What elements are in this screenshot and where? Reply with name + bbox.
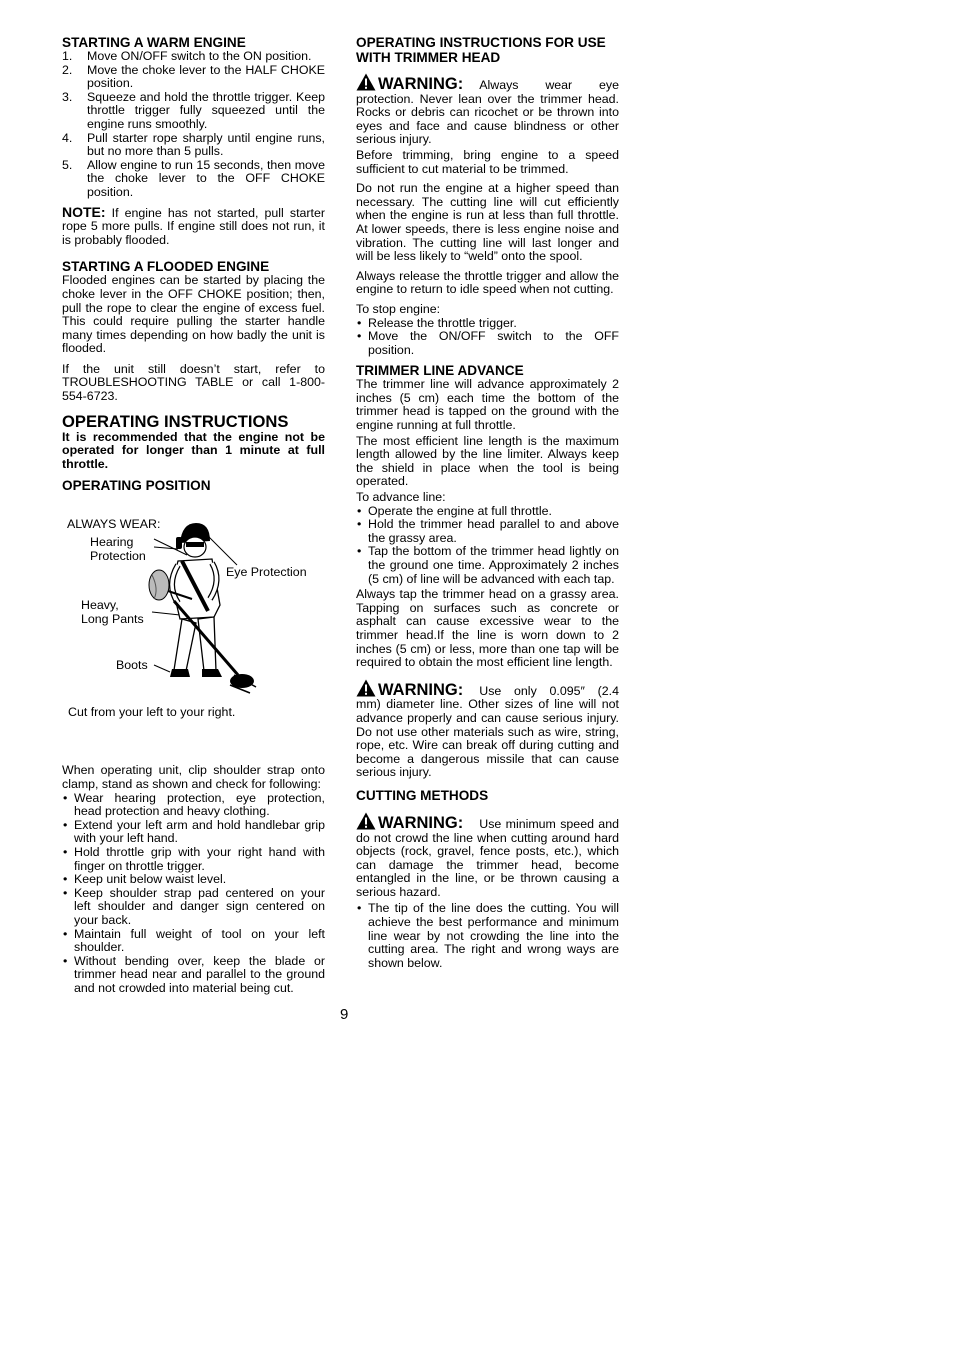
note-label: NOTE: — [62, 203, 106, 220]
eye-protection-label: Eye Protection — [226, 565, 307, 580]
trimmer-head-heading: OPERATING INSTRUCTIONS FOR USE WITH TRIMMER HEAD — [356, 35, 606, 65]
stop-engine-steps — [356, 317, 619, 358]
line-advance-text: The trimmer line will advance approximately 2 inches (5 cm) each time the bottom of the trimmer head is tapped on the ground with the engine running at full throttle. — [356, 377, 619, 433]
flooded-engine-text: Flooded engines can be started by placing the choke lever in the OFF CHOKE position; then, pull the rope to clear the engine of excess fuel. This could require pulling the starter handle many times depending on how badly the unit is flooded. — [62, 273, 325, 356]
advance-line-steps — [356, 505, 619, 587]
list-item: • Move the ON/OFF switch to the OFF position. — [356, 330, 619, 357]
operating-intro: It is recommended that the engine not be operated for longer than 1 minute at full throttle. — [62, 429, 325, 471]
operator-illustration — [62, 515, 325, 705]
advance-line-label: To advance line: — [356, 490, 446, 505]
line-advance-heading: TRIMMER LINE ADVANCE — [356, 363, 524, 379]
list-item: • Extend your left arm and hold handlebar grip with your left hand. — [62, 819, 325, 846]
warning-text: Use only 0.095″ (2.4 mm) diameter line. Other sizes of line will not advance properly and can cause serious injury. Do not use other materials such as wire, string, rope, etc. Wire can break off during cutting and become a dangerous missile that can cause serious injury. — [356, 683, 619, 780]
troubleshooting-text: If the unit still doesn’t start, refer to TROUBLESHOOTING TABLE or call 1-800-554-6723. — [62, 361, 325, 404]
list-item: 1. Move ON/OFF switch to the ON position. — [62, 49, 312, 63]
list-item: • Wear hearing protection, eye protection, head protection and heavy clothing. — [62, 792, 325, 819]
note-text: If engine has not started, pull starter rope 5 more pulls. If engine still does not run, it is probably flooded. — [62, 205, 325, 247]
line-length-text: The most efficient line length is the maximum length allowed by the line limiter. Always keep the shield in place when the tool is being operated. — [356, 433, 619, 489]
hearing-protection-label: Hearing Protection — [90, 535, 146, 564]
warning-icon — [356, 73, 376, 91]
operating-instructions-heading: OPERATING INSTRUCTIONS — [62, 411, 289, 431]
list-item: 2. Move the choke lever to the HALF CHOKE position. — [62, 62, 325, 91]
cutting-methods-heading: CUTTING METHODS — [356, 787, 489, 803]
warning-label: WARNING: — [378, 680, 464, 699]
right-column — [356, 35, 619, 970]
stop-engine-label: To stop engine: — [356, 301, 441, 316]
list-item: • Hold the trimmer head parallel to and above the grassy area. — [356, 518, 619, 545]
list-item: • Keep shoulder strap pad centered on your left shoulder and danger sign centered on your back. — [62, 887, 325, 928]
list-item: 5. Allow engine to run 15 seconds, then move the choke lever to the OFF CHOKE position. — [62, 157, 325, 199]
warm-engine-heading: STARTING A WARM ENGINE — [62, 35, 246, 50]
trimming-speed-text: Before trimming, bring engine to a speed sufficient to cut material to be trimmed. — [356, 147, 619, 176]
operating-position-heading: OPERATING POSITION — [62, 478, 211, 494]
warning-text: Always wear eye protection. Never lean over the trimmer head. Rocks or debris can ricochet or be thrown into eyes and face and cause blindness or other serious injury. — [356, 78, 619, 147]
list-item: • Release the throttle trigger. — [356, 317, 619, 331]
list-item: • Maintain full weight of tool on your left shoulder. — [62, 928, 325, 955]
line-warning — [356, 679, 619, 780]
position-checklist — [62, 792, 325, 996]
list-item: • Tap the bottom of the trimmer head lightly on the ground one time. Approximately 2 inches (5 cm) of line will be advanced with each tap. — [356, 545, 619, 586]
cutting-warning — [356, 812, 619, 900]
warning-label: WARNING: — [378, 75, 464, 93]
engine-speed-text: Do not run the engine at a higher speed than necessary. The cutting line will cut efficiently when the engine is run at less than full throttle. At lower speeds, there is less engine noise and vibration. The cutting line will last longer and will be less likely to “weld” onto the spool. — [356, 181, 619, 264]
pants-label: Heavy, Long Pants — [81, 598, 144, 627]
operating-position-figure — [62, 515, 325, 725]
tap-surface-text: Always tap the trimmer head on a grassy area. Tapping on surfaces such as concrete or asphalt can cause excessive wear to the trimmer head.If the line is worn down to 2 inches (5 cm) or less, more than one tap will be required to obtain the most efficient line length. — [356, 587, 619, 670]
flooded-engine-heading: STARTING A FLOODED ENGINE — [62, 259, 270, 275]
warning-icon — [356, 679, 376, 697]
boots-label: Boots — [116, 658, 148, 673]
list-item: • Hold throttle grip with your right hand with finger on throttle trigger. — [62, 846, 325, 873]
warning-text: Use minimum speed and do not crowd the line when cutting around hard objects (rock, gravel, fence posts, etc.), which can damage the trimmer head, become entangled in the line, or be thrown causing a serious hazard. — [356, 816, 619, 899]
list-item: • Without bending over, keep the blade or trimmer head near and parallel to the ground and not crowded into material being cut. — [62, 955, 325, 996]
list-item: 3. Squeeze and hold the throttle trigger. Keep throttle trigger fully squeezed until the engine runs smoothly. — [62, 89, 325, 131]
position-text: When operating unit, clip shoulder strap onto clamp, stand as shown and check for following: — [62, 763, 325, 792]
list-item: • Operate the engine at full throttle. — [356, 505, 619, 519]
warm-engine-steps — [62, 50, 325, 200]
cutting-tips — [356, 902, 619, 970]
page-number: 9 — [340, 1006, 349, 1023]
always-wear-label: ALWAYS WEAR: — [67, 517, 161, 532]
list-item: • Keep unit below waist level. — [62, 873, 325, 887]
left-column — [62, 35, 325, 996]
list-item: 4. Pull starter rope sharply until engine runs, but no more than 5 pulls. — [62, 130, 325, 159]
warning-label: WARNING: — [378, 813, 464, 832]
list-item: • The tip of the line does the cutting. You will achieve the best performance and minimum line wear by not crowding the line into the cutting area. The right and wrong ways are shown below. — [356, 902, 619, 970]
eye-warning — [356, 73, 619, 147]
warning-icon — [356, 812, 376, 830]
warm-engine-note — [62, 203, 325, 248]
throttle-release-text: Always release the throttle trigger and allow the engine to return to idle speed when not cutting. — [356, 268, 619, 297]
figure-caption: Cut from your left to your right. — [68, 705, 236, 720]
